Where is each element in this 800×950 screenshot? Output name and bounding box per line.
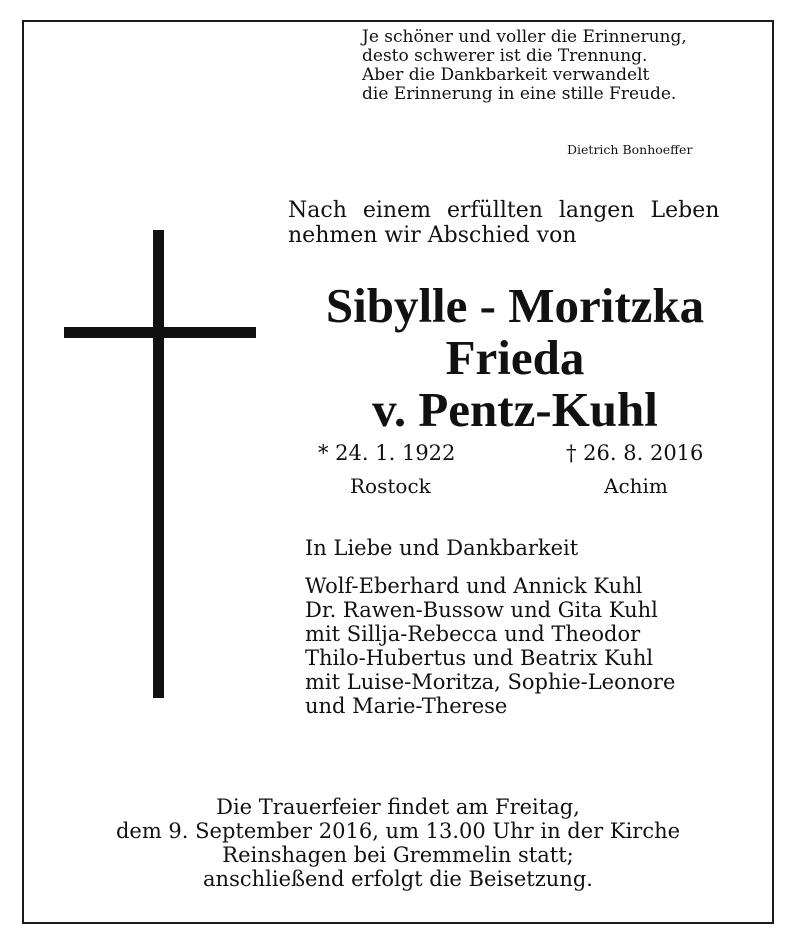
deceased-name	[300, 280, 730, 436]
quote-line: desto schwerer ist die Trennung.	[362, 46, 648, 66]
mourners-heading: In Liebe und Dankbarkeit	[305, 536, 579, 560]
mourner-line: und Marie-Therese	[305, 694, 508, 718]
service-line: Die Trauerfeier findet am Freitag,	[216, 795, 580, 819]
intro-line: nehmen wir Abschied von	[288, 223, 577, 248]
cross-horizontal-beam	[64, 327, 256, 338]
quote-line: Je schöner und voller die Erinnerung,	[362, 27, 687, 47]
mourner-line: mit Sillja-Rebecca und Theodor	[305, 622, 641, 646]
mourner-line: mit Luise-Moritza, Sophie-Leonore	[305, 670, 676, 694]
service-line: dem 9. September 2016, um 13.00 Uhr in der Kirche	[115, 819, 681, 843]
mourner-line: Dr. Rawen-Bussow und Gita Kuhl	[305, 598, 658, 622]
death-place: Achim	[604, 474, 668, 498]
quote-line: die Erinnerung in eine stille Freude.	[362, 84, 677, 104]
mourner-line: Wolf-Eberhard und Annick Kuhl	[305, 574, 643, 598]
birth-date: * 24. 1. 1922	[318, 441, 456, 465]
name-line: Sibylle - Moritzka	[325, 278, 705, 333]
mourners-list	[305, 574, 675, 718]
epigraph-quote	[362, 27, 752, 157]
latin-cross-icon	[60, 228, 260, 703]
birth-place: Rostock	[350, 474, 431, 498]
quote-line: Aber die Dankbarkeit verwandelt	[362, 65, 650, 85]
intro-text	[288, 198, 719, 248]
funeral-service-notice	[22, 795, 774, 891]
name-line: Frieda	[445, 330, 585, 385]
service-line: Reinshagen bei Gremmelin statt;	[222, 843, 574, 867]
intro-line: Nach einem erfüllten langen Leben	[288, 198, 720, 223]
death-date: † 26. 8. 2016	[566, 441, 704, 465]
service-line: anschließend erfolgt die Beisetzung.	[203, 867, 593, 891]
quote-author: Dietrich Bonhoeffer	[567, 142, 693, 157]
mourner-line: Thilo-Hubertus und Beatrix Kuhl	[305, 646, 654, 670]
cross-vertical-beam	[153, 230, 164, 698]
name-line: v. Pentz-Kuhl	[372, 382, 658, 437]
